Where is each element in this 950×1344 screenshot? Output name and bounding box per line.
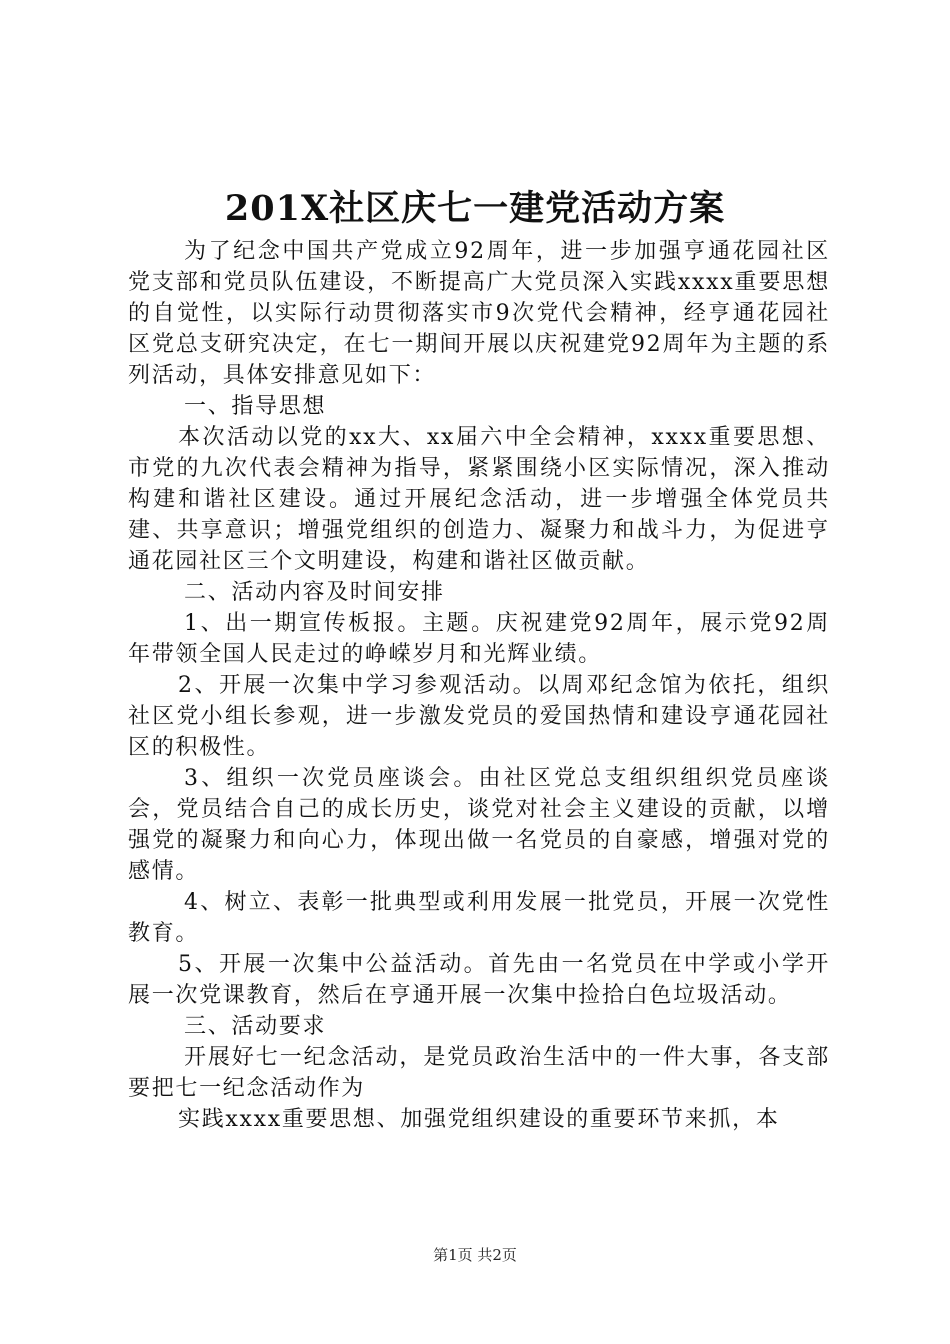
activity-item-4: 4、树立、表彰一批典型或利用发展一批党员，开展一次党性教育。 [128, 890, 830, 946]
requirements-paragraph: 开展好七一纪念活动，是党员政治生活中的一件大事，各支部要把七一纪念活动作为 [128, 1045, 830, 1101]
activity-item-1: 1、出一期宣传板报。主题。庆祝建党92周年，展示党92周年带领全国人民走过的峥嵘岁月和光辉业绩。 [128, 611, 830, 667]
document-title: 201X社区庆七一建党活动方案 [224, 188, 726, 229]
section-heading-requirements: 三、活动要求 [184, 1014, 327, 1039]
activity-item-2: 2、开展一次集中学习参观活动。以周邓纪念馆为依托，组织社区党小组长参观，进一步激发党员的爱国热情和建设亨通花园社区的积极性。 [128, 673, 830, 760]
guiding-ideology-paragraph: 本次活动以党的xx大、xx届六中全会精神，xxxx重要思想、市党的九次代表会精神为指导，紧紧围绕小区实际情况，深入推动构建和谐社区建设。通过开展纪念活动，进一步增强全体党员共建、共享意识；增强党组织的创造力、凝聚力和战斗力，为促进亨通花园社区三个文明建设，构建和谐社区做贡献。 [128, 425, 830, 574]
activity-item-5: 5、开展一次集中公益活动。首先由一名党员在中学或小学开展一次党课教育，然后在亨通开展一次集中捡拾白色垃圾活动。 [128, 952, 830, 1008]
section-heading-guiding-ideology: 一、指导思想 [184, 394, 327, 419]
activity-item-3: 3、组织一次党员座谈会。由社区党总支组织组织党员座谈会，党员结合自己的成长历史，谈党对社会主义建设的贡献，以增强党的凝聚力和向心力，体现出做一名党员的自豪感，增强对党的感情。 [128, 766, 830, 884]
page-footer: 第1页 共2页 [433, 1246, 517, 1264]
requirements-continuation: 实践xxxx重要思想、加强党组织建设的重要环节来抓，本 [178, 1107, 780, 1132]
intro-paragraph: 为了纪念中国共产党成立92周年，进一步加强亨通花园社区党支部和党员队伍建设，不断提高广大党员深入实践xxxx重要思想的自觉性，以实际行动贯彻落实市9次党代会精神，经亨通花园社区党总支研究决定，在七一期间开展以庆祝建党92周年为主题的系列活动，具体安排意见如下： [128, 239, 830, 388]
document-body [128, 236, 830, 1135]
section-heading-activities: 二、活动内容及时间安排 [184, 580, 445, 605]
